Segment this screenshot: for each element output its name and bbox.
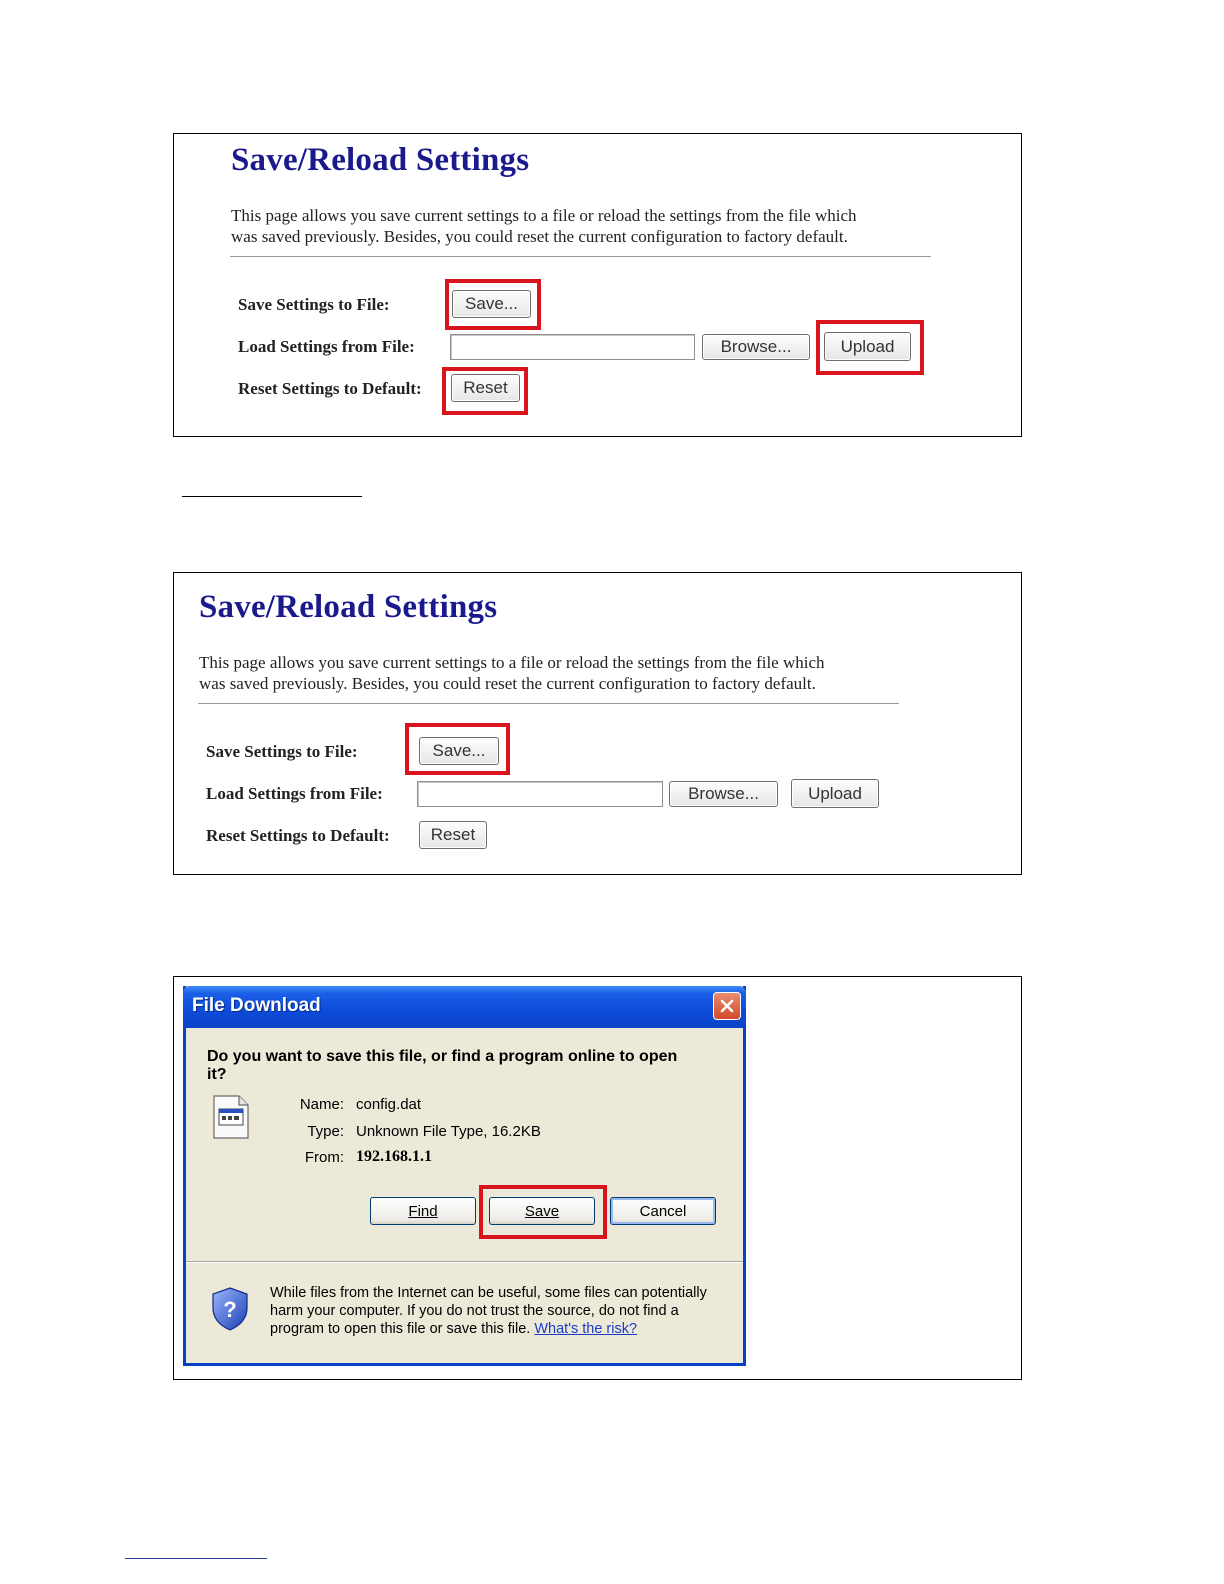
- upload-button[interactable]: Upload: [824, 332, 911, 361]
- footer-rule: [125, 1558, 267, 1559]
- browse-button[interactable]: Browse...: [702, 334, 810, 360]
- settings-panel-1: [173, 133, 1022, 437]
- reset-button[interactable]: Reset: [419, 821, 487, 849]
- settings-panel-2: [173, 572, 1022, 875]
- description-line: This page allows you save current settings to a file or reload the settings from the file which: [199, 653, 825, 672]
- upload-button[interactable]: Upload: [791, 779, 879, 808]
- save-settings-label: Save Settings to File:: [206, 742, 358, 761]
- description-line: This page allows you save current settings to a file or reload the settings from the file which: [231, 206, 857, 225]
- from-label: From:: [304, 1149, 344, 1166]
- description-line: was saved previously. Besides, you could reset the current configuration to factory default.: [199, 674, 816, 693]
- warning-line: harm your computer. If you do not trust the source, do not find a: [270, 1303, 679, 1319]
- dialog-title: File Download: [192, 995, 321, 1016]
- question-line: it?: [207, 1066, 227, 1083]
- from-value: 192.168.1.1: [356, 1148, 432, 1165]
- name-value: config.dat: [356, 1096, 422, 1113]
- highlight-box: [816, 320, 924, 375]
- description-line: was saved previously. Besides, you could reset the current configuration to factory default.: [231, 227, 848, 246]
- page-description: [231, 205, 931, 247]
- reset-button[interactable]: Reset: [451, 374, 520, 402]
- save-button[interactable]: Save...: [419, 737, 499, 765]
- browse-button[interactable]: Browse...: [669, 781, 778, 807]
- svg-text:?: ?: [223, 1297, 237, 1322]
- file-path-input[interactable]: [417, 781, 663, 807]
- highlight-box: [405, 723, 510, 775]
- save-button-label: Save: [524, 1202, 560, 1220]
- dialog-titlebar[interactable]: [183, 986, 746, 1028]
- close-button[interactable]: [713, 992, 741, 1020]
- warning-line-text: program to open this file or save this file.: [270, 1321, 531, 1337]
- file-icon: [211, 1094, 251, 1140]
- file-path-input[interactable]: [450, 334, 695, 360]
- close-icon: [719, 998, 735, 1014]
- reset-settings-label: Reset Settings to Default:: [206, 826, 390, 845]
- load-settings-label: Load Settings from File:: [238, 337, 415, 356]
- question-line: Do you want to save this file, or find a program online to open: [207, 1048, 678, 1065]
- load-settings-label: Load Settings from File:: [206, 784, 383, 803]
- page-description: [199, 652, 899, 694]
- dialog-divider: [186, 1261, 743, 1263]
- divider: [230, 256, 931, 257]
- file-download-dialog: [183, 986, 746, 1366]
- name-label: Name:: [299, 1096, 344, 1113]
- type-value: Unknown File Type, 16.2KB: [356, 1123, 541, 1140]
- underline-rule: [182, 496, 362, 497]
- whats-the-risk-link[interactable]: What's the risk?: [534, 1321, 638, 1337]
- warning-line-3: [270, 1320, 730, 1338]
- highlight-box: [445, 279, 541, 330]
- reset-settings-label: Reset Settings to Default:: [238, 379, 422, 398]
- type-label: Type:: [307, 1123, 344, 1140]
- find-button-label: Find: [408, 1202, 438, 1220]
- dialog-question: [207, 1048, 717, 1084]
- shield-help-icon: [210, 1286, 250, 1332]
- warning-line: While files from the Internet can be useful, some files can potentially: [270, 1285, 707, 1301]
- find-button[interactable]: [370, 1197, 476, 1225]
- cancel-button[interactable]: Cancel: [610, 1197, 716, 1225]
- highlight-box: [479, 1185, 607, 1239]
- highlight-box: [442, 367, 528, 415]
- save-button[interactable]: Save...: [452, 290, 531, 318]
- page-title: Save/Reload Settings: [199, 589, 498, 625]
- divider: [198, 703, 899, 704]
- security-warning: [270, 1284, 730, 1338]
- save-settings-label: Save Settings to File:: [238, 295, 390, 314]
- page-title: Save/Reload Settings: [231, 142, 530, 178]
